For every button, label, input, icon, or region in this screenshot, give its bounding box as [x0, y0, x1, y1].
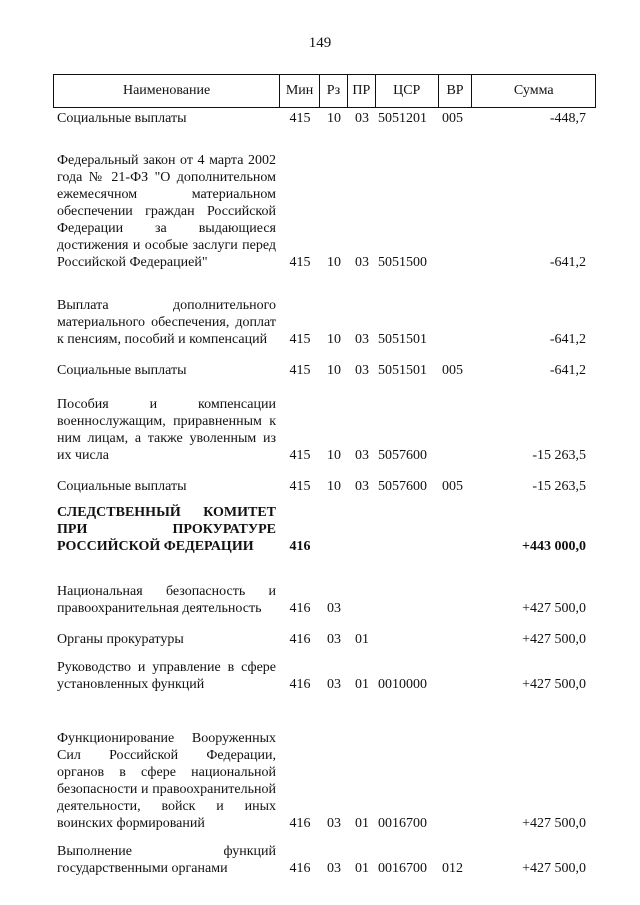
- table-row: [53, 388, 596, 464]
- table-row: [53, 473, 596, 495]
- table-row: [53, 504, 596, 555]
- row-sum: +427 500,0: [522, 677, 586, 692]
- row-min: 416: [289, 816, 311, 831]
- row-sum: +427 500,0: [522, 816, 586, 831]
- row-vr: 005: [442, 111, 463, 126]
- header-csr: ЦСР: [376, 75, 439, 107]
- row-sum: +427 500,0: [522, 861, 586, 876]
- row-pr: 03: [355, 479, 369, 494]
- header-sum: Сумма: [513, 83, 554, 98]
- header-name: Наименование: [54, 75, 280, 107]
- row-vr: 005: [442, 479, 463, 494]
- row-rz: 10: [327, 332, 341, 347]
- row-name: Социальные выплаты: [57, 111, 187, 126]
- row-sum: -15 263,5: [532, 448, 586, 463]
- row-name: СЛЕДСТВЕННЫЙ КОМИТЕТ ПРИ ПРОКУРАТУРЕ РОССИЙСКОЙ ФЕДЕРАЦИИ: [57, 505, 276, 554]
- row-csr: 5051501: [378, 363, 427, 378]
- row-vr: 012: [442, 861, 463, 876]
- table-row: [53, 135, 596, 271]
- row-sum: +427 500,0: [522, 601, 586, 616]
- row-csr: 5051201: [378, 111, 427, 126]
- row-csr: 0016700: [378, 861, 427, 876]
- row-rz: 03: [327, 601, 341, 616]
- row-sum: -448,7: [549, 111, 586, 126]
- row-csr: 5057600: [378, 448, 427, 463]
- row-pr: 03: [355, 332, 369, 347]
- row-min: 416: [289, 861, 311, 876]
- row-name: Социальные выплаты: [57, 363, 187, 378]
- row-min: 415: [289, 363, 311, 378]
- table-row: [53, 841, 596, 877]
- row-pr: 01: [355, 861, 369, 876]
- row-rz: 10: [327, 448, 341, 463]
- row-csr: 0010000: [378, 677, 427, 692]
- row-sum: +443 000,0: [522, 539, 586, 554]
- row-min: 415: [289, 448, 311, 463]
- page-number: 149: [308, 35, 332, 51]
- row-min: 416: [289, 632, 311, 647]
- header-vr: ВР: [439, 75, 473, 107]
- row-min: 415: [289, 479, 311, 494]
- table-header: [53, 74, 596, 108]
- row-rz: 10: [327, 363, 341, 378]
- row-name: Социальные выплаты: [57, 479, 187, 494]
- row-min: 415: [289, 255, 311, 270]
- row-name: Национальная безопасность и правоохранительная деятельность: [57, 584, 276, 616]
- row-name: Федеральный закон от 4 марта 2002 года № 21-ФЗ "О дополнительном ежемесячном материальном обеспечении граждан Российской Федерации за выдающиеся достижения и особые заслуги перед Российской Федерацией": [57, 153, 276, 270]
- table-row: [53, 357, 596, 379]
- row-sum: +427 500,0: [522, 632, 586, 647]
- row-rz: 10: [327, 111, 341, 126]
- row-pr: 03: [355, 255, 369, 270]
- row-sum: -641,2: [549, 363, 586, 378]
- row-rz: 03: [327, 861, 341, 876]
- table-row: [53, 563, 596, 617]
- row-name: Органы прокуратуры: [57, 632, 184, 647]
- table-row: [53, 702, 596, 832]
- row-sum: -641,2: [549, 332, 586, 347]
- row-name: Функционирование Вооруженных Сил Российской Федерации, органов в сфере национальной безопасности и правоохранительной деятельности, войск и иных воинских формирований: [57, 731, 276, 831]
- row-sum: -641,2: [549, 255, 586, 270]
- row-sum: -15 263,5: [532, 479, 586, 494]
- table-row: [53, 626, 596, 648]
- row-min: 415: [289, 111, 311, 126]
- table-row: [53, 280, 596, 348]
- header-rz: Рз: [320, 75, 348, 107]
- row-min: 416: [289, 601, 311, 616]
- row-pr: 03: [355, 363, 369, 378]
- header-pr: ПР: [348, 75, 376, 107]
- row-rz: 03: [327, 677, 341, 692]
- row-min: 416: [289, 677, 311, 692]
- table-body: [53, 108, 596, 877]
- row-csr: 5051500: [378, 255, 427, 270]
- row-rz: 03: [327, 632, 341, 647]
- row-name: Выполнение функций государственными органами: [57, 844, 276, 876]
- row-pr: 03: [355, 448, 369, 463]
- row-pr: 03: [355, 111, 369, 126]
- row-min: 416: [289, 539, 311, 554]
- table-row: [53, 657, 596, 693]
- row-name: Руководство и управление в сфере установленных функций: [57, 660, 276, 692]
- row-min: 415: [289, 332, 311, 347]
- row-name: Пособия и компенсации военнослужащим, приравненным к ним лицам, а также уволенным из их числа: [57, 397, 276, 463]
- row-csr: 5051501: [378, 332, 427, 347]
- row-name: Выплата дополнительного материального обеспечения, доплат к пенсиям, пособий и компенсаций: [57, 298, 276, 347]
- table-row: [53, 108, 596, 127]
- row-vr: 005: [442, 363, 463, 378]
- row-pr: 01: [355, 677, 369, 692]
- row-pr: 01: [355, 816, 369, 831]
- row-pr: 01: [355, 632, 369, 647]
- header-min: Мин: [280, 75, 320, 107]
- row-rz: 10: [327, 255, 341, 270]
- row-csr: 0016700: [378, 816, 427, 831]
- row-rz: 03: [327, 816, 341, 831]
- row-csr: 5057600: [378, 479, 427, 494]
- row-rz: 10: [327, 479, 341, 494]
